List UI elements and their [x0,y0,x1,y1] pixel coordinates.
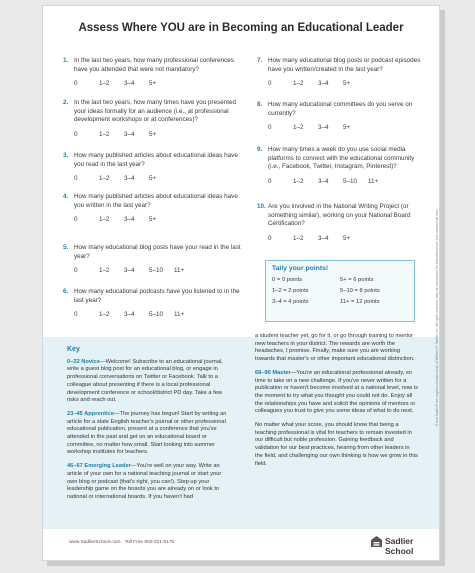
answer-option[interactable]: 3–4 [124,80,135,88]
worksheet-page [42,5,440,561]
answer-option[interactable]: 0 [74,130,78,138]
sadlier-logo-text: Sadlier School [385,536,414,556]
answer-option[interactable]: 3–4 [318,177,329,185]
answer-option[interactable]: 0 [268,80,272,88]
question-block [257,101,425,133]
answer-option[interactable]: 0 [74,267,78,275]
tally-cell: 11+ = 12 points [340,299,380,305]
tally-row [272,277,408,284]
question-text: How many educational blog posts have your read in the last year? [74,244,241,260]
key-paragraph [67,463,233,502]
answer-option[interactable]: 5+ [149,175,157,183]
tally-box [265,260,415,322]
question-text-row [257,146,425,172]
answer-option[interactable]: 1–2 [99,216,110,224]
key-paragraph [255,370,419,416]
question-block [63,288,249,320]
tally-cell: 5–10 = 8 points [340,288,380,294]
answer-option[interactable]: 1–2 [293,124,304,132]
level-description: No matter what your score, you should know that being a teaching professional is vital for teachers to remain invested in our difficult but noble profession. Gaining feedback and validation for our best practices, hearing from other leaders in the field, and challenging our own thinking is how we grow in this field. [255,422,418,467]
page-title: Assess Where YOU are in Becoming an Educational Leader [78,22,404,34]
level-description: —You're well on your way. Write an article of your own for a national teaching journal or start your own blog or podcast (that's right, you can!). Step up your leadership game on the boards you are already on or look to national or international boards. If you haven't had [67,463,222,500]
level-name: 0–22 Novice [67,358,100,365]
question-text-row [257,203,425,229]
answer-option[interactable]: 1–2 [99,80,110,88]
question-text: How many published articles about educational ideas have you read in the last year? [74,152,238,168]
answer-option[interactable]: 3–4 [124,267,135,275]
answer-option[interactable]: 5–10 [149,267,164,275]
answer-option[interactable]: 1–2 [99,267,110,275]
answer-option[interactable]: 1–2 [99,175,110,183]
question-block [63,57,249,89]
answer-options [257,80,425,89]
question-text: How many educational podcasts have you listened to in the last year? [74,288,240,304]
key-paragraph [255,333,419,364]
copyright-note: ® and Sadlier® are registered trademarks of William H. Sadlier, Inc. All rights reserved. May be reproduced for educational use (not commercial use). [435,208,439,426]
answer-option[interactable]: 5+ [343,234,351,242]
question-text-row [63,152,249,169]
answer-option[interactable]: 5+ [343,124,351,132]
answer-options [63,80,249,89]
question-text-row [63,99,249,125]
question-block [257,203,425,243]
question-number: 5. [63,244,69,251]
key-right-column [255,333,419,474]
answer-option[interactable]: 5–10 [343,177,358,185]
key-paragraph [67,359,233,405]
answer-option[interactable]: 5–10 [149,311,164,319]
answer-options [63,175,249,184]
answer-options [63,131,249,140]
answer-option[interactable]: 1–2 [293,234,304,242]
answer-option[interactable]: 5+ [149,80,157,88]
key-paragraph [67,411,233,457]
question-text: How many published articles about educational ideas have you written in the last year? [74,193,238,209]
level-name: 46–67 Emerging Leader [67,463,131,470]
answer-option[interactable]: 1–2 [293,80,304,88]
question-block [63,99,249,139]
level-name: 23–45 Apprentice [67,410,114,417]
answer-option[interactable]: 3–4 [318,80,329,88]
level-description: a student teacher yet, go for it, or go through training to mentor new teachers in your district. The rewards are worth the headaches, I promise. Finally, make sure you are working towards that master's or other important educational distinction. [255,333,415,363]
key-title: Key [67,346,80,353]
question-text-row [257,57,425,74]
question-number: 10. [257,203,266,210]
answer-options [63,216,249,225]
tally-row [272,288,408,295]
answer-option[interactable]: 11+ [368,177,379,185]
answer-options [257,235,425,244]
question-block [63,193,249,225]
tally-cell: 3–4 = 4 points [272,299,309,305]
question-block [257,57,425,89]
answer-options [257,178,425,187]
key-paragraph [255,422,419,468]
question-text: In the last two years, how many professional conferences have you attended that were not mandatory? [74,57,234,73]
answer-option[interactable]: 3–4 [124,130,135,138]
answer-option[interactable]: 0 [74,80,78,88]
answer-option[interactable]: 0 [74,216,78,224]
question-number: 8. [257,101,263,108]
answer-option[interactable]: 3–4 [318,234,329,242]
question-text: How many times a week do you use social media platforms to connect with the educational community (i.e., Facebook, Twitter, Instagram, Pinterest)? [268,146,415,171]
question-number: 9. [257,146,263,153]
key-section [43,333,440,529]
tally-cell: 5+ = 6 points [340,277,374,283]
level-description: —The journey has begun! Start by writing an article for a state English teacher's journal or other professional educational publication, present at a conference that you've attended in the past and get on an educational board or committee, no matter how small. Start looking into summer workshop institutes for teachers. [67,410,227,456]
question-block [257,146,425,186]
question-text-row [63,288,249,305]
sadlier-logo-icon [370,535,383,548]
answer-option[interactable]: 0 [268,177,272,185]
answer-option[interactable]: 3–4 [318,124,329,132]
answer-option[interactable]: 5+ [343,80,351,88]
question-text: How many educational blog posts or podcast episodes have you written/created in the last year? [268,57,421,73]
question-number: 6. [63,288,69,295]
question-text-row [63,193,249,210]
question-number: 2. [63,99,69,106]
answer-options [63,311,249,320]
question-number: 3. [63,152,69,159]
answer-option[interactable]: 0 [268,124,272,132]
question-text: Are you involved in the National Writing Project (or something similar), working on your National Board Certification? [268,203,411,228]
answer-option[interactable]: 3–4 [124,216,135,224]
question-text-row [257,101,425,118]
answer-option[interactable]: 0 [268,234,272,242]
level-description: —Welcome! Subscribe to an educational journal, write a guest blog post for an educational blog, or engage in professional conversations on Twitter or Facebook. Talk to a colleague about presenting if there is a local professional development conference or school/district PD day. Take a few risks and reach out. [67,358,223,404]
answer-option[interactable]: 1–2 [99,130,110,138]
question-text-row [63,244,249,261]
question-number: 7. [257,57,263,64]
question-block [63,244,249,276]
answer-option[interactable]: 11+ [174,267,185,275]
answer-option[interactable]: 11+ [174,311,185,319]
answer-option[interactable]: 1–2 [293,177,304,185]
question-text: How many educational committees do you serve on currently? [268,101,413,117]
answer-option[interactable]: 5+ [149,216,157,224]
question-number: 1. [63,57,69,64]
key-left-column [67,346,233,508]
answer-option[interactable]: 1–2 [99,311,110,319]
question-text-row [63,57,249,74]
answer-option[interactable]: 3–4 [124,311,135,319]
tally-cell: 0 = 0 points [272,277,303,283]
answer-option[interactable]: 3–4 [124,175,135,183]
answer-option[interactable]: 0 [74,175,78,183]
tally-cell: 1–2 = 2 points [272,288,309,294]
question-block [63,152,249,184]
level-description: —You're an educational professional already, so time to take on a new challenge. If you've never written for a publication or haven't become involved at a national level, now is the moment to try what you thought you could not do. Enjoy all the relationships you have and solicit the opinions of mentors or colleagues you trust to give you some ideas of what to do next. [255,369,418,415]
question-text: In the last two years, how many times have you presented your ideas formally for an audience (i.e., at professional development workshops or at conferences)? [74,99,237,124]
question-number: 4. [63,193,69,200]
tally-row [272,299,408,306]
answer-options [257,124,425,133]
level-name: 68–90 Master [255,369,291,376]
answer-options [63,267,249,276]
answer-option[interactable]: 0 [74,311,78,319]
tally-title: Tally your points! [272,265,329,272]
answer-option[interactable]: 5+ [149,130,157,138]
footer-contact: www.SadlierSchool.com · Toll Free 800-221-5175 [69,540,175,545]
